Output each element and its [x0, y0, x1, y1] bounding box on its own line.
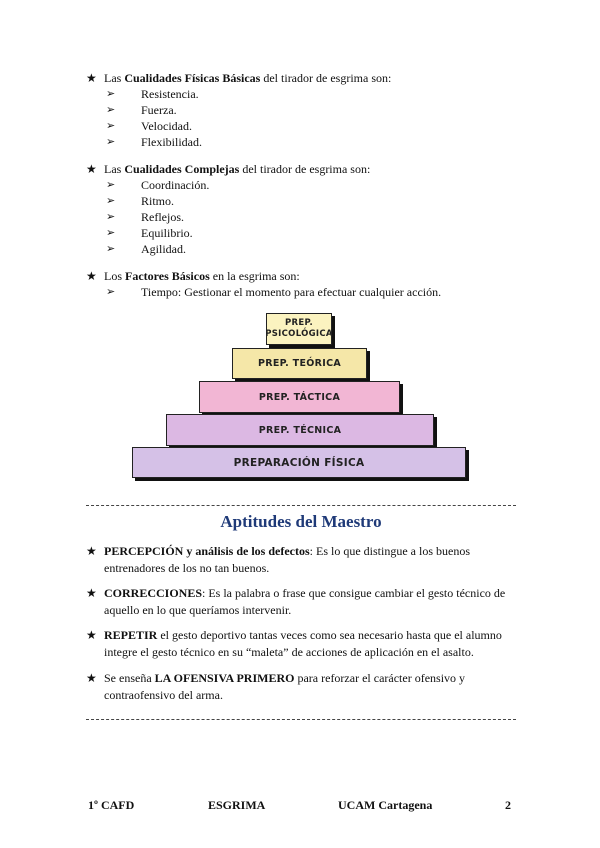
sub-list-item: ➢ Tiempo: Gestionar el momento para efectuar cualquier acción.	[106, 285, 442, 299]
section-basic-factors	[86, 268, 526, 300]
sub-list-item: ➢ Ritmo.	[106, 194, 175, 208]
pyramid-tier-technical: PREP. TÉCNICA	[166, 414, 434, 446]
sub-list-item: ➢ Coordinación.	[106, 178, 210, 192]
star-icon: ★	[86, 671, 97, 685]
sub-list-item: ➢ Fuerza.	[106, 103, 177, 117]
sub-list-item: ➢ Flexibilidad.	[106, 135, 202, 149]
star-icon: ★	[86, 269, 97, 283]
aptitude-item: ★ CORRECCIONES: Es la palabra o frase que consigue cambiar el gesto técnico de aquello en lo que queríamos intervenir.	[86, 586, 506, 617]
aptitude-item: ★ Se enseña LA OFENSIVA PRIMERO para reforzar el carácter ofensivo y contraofensivo del arma.	[86, 671, 466, 702]
list-item: ★ Los Factores Básicos en la esgrima son:	[86, 269, 300, 283]
arrow-icon: ➢	[106, 120, 116, 132]
arrow-icon: ➢	[106, 227, 116, 239]
arrow-icon: ➢	[106, 104, 116, 116]
arrow-icon: ➢	[106, 243, 116, 255]
star-icon: ★	[86, 71, 97, 85]
sub-list-item: ➢ Equilibrio.	[106, 226, 193, 240]
aptitude-item: ★ PERCEPCIÓN y análisis de los defectos: Es lo que distingue a los buenos entrenadores de los no tan buenos.	[86, 544, 470, 575]
list-item: ★ Las Cualidades Complejas del tirador de esgrima son:	[86, 162, 371, 176]
star-icon: ★	[86, 162, 97, 176]
pyramid-tier-psychological: PREP. PSICOLÓGICA	[266, 313, 332, 345]
arrow-icon: ➢	[106, 88, 116, 100]
section-physical-qualities	[86, 70, 526, 150]
arrow-icon: ➢	[106, 211, 116, 223]
arrow-icon: ➢	[106, 195, 116, 207]
footer-subject: ESGRIMA	[208, 798, 266, 812]
list-item: ★ Las Cualidades Físicas Básicas del tirador de esgrima son:	[86, 71, 392, 85]
arrow-icon: ➢	[106, 136, 116, 148]
arrow-icon: ➢	[106, 179, 116, 191]
footer-course: 1º CAFD	[88, 798, 135, 812]
star-icon: ★	[86, 544, 97, 558]
pyramid-tier-physical: PREPARACIÓN FÍSICA	[132, 447, 466, 478]
sub-list-item: ➢ Velocidad.	[106, 119, 192, 133]
section-heading: Aptitudes del Maestro	[220, 512, 382, 531]
pyramid-tier-theoretical: PREP. TEÓRICA	[232, 348, 367, 379]
footer-page-number: 2	[505, 798, 511, 812]
arrow-icon: ➢	[106, 286, 116, 298]
sub-list-item: ➢ Resistencia.	[106, 87, 199, 101]
divider	[86, 505, 516, 506]
section-complex-qualities	[86, 161, 526, 257]
star-icon: ★	[86, 628, 97, 642]
aptitude-item: ★ REPETIR el gesto deportivo tantas veces como sea necesario hasta que el alumno integre el gesto técnico en su “maleta” de acciones de aplicación en el asalto.	[86, 628, 502, 659]
sub-list-item: ➢ Reflejos.	[106, 210, 184, 224]
footer-institution: UCAM Cartagena	[338, 798, 433, 812]
divider	[86, 719, 516, 720]
star-icon: ★	[86, 586, 97, 600]
pyramid-tier-tactical: PREP. TÁCTICA	[199, 381, 400, 413]
sub-list-item: ➢ Agilidad.	[106, 242, 186, 256]
